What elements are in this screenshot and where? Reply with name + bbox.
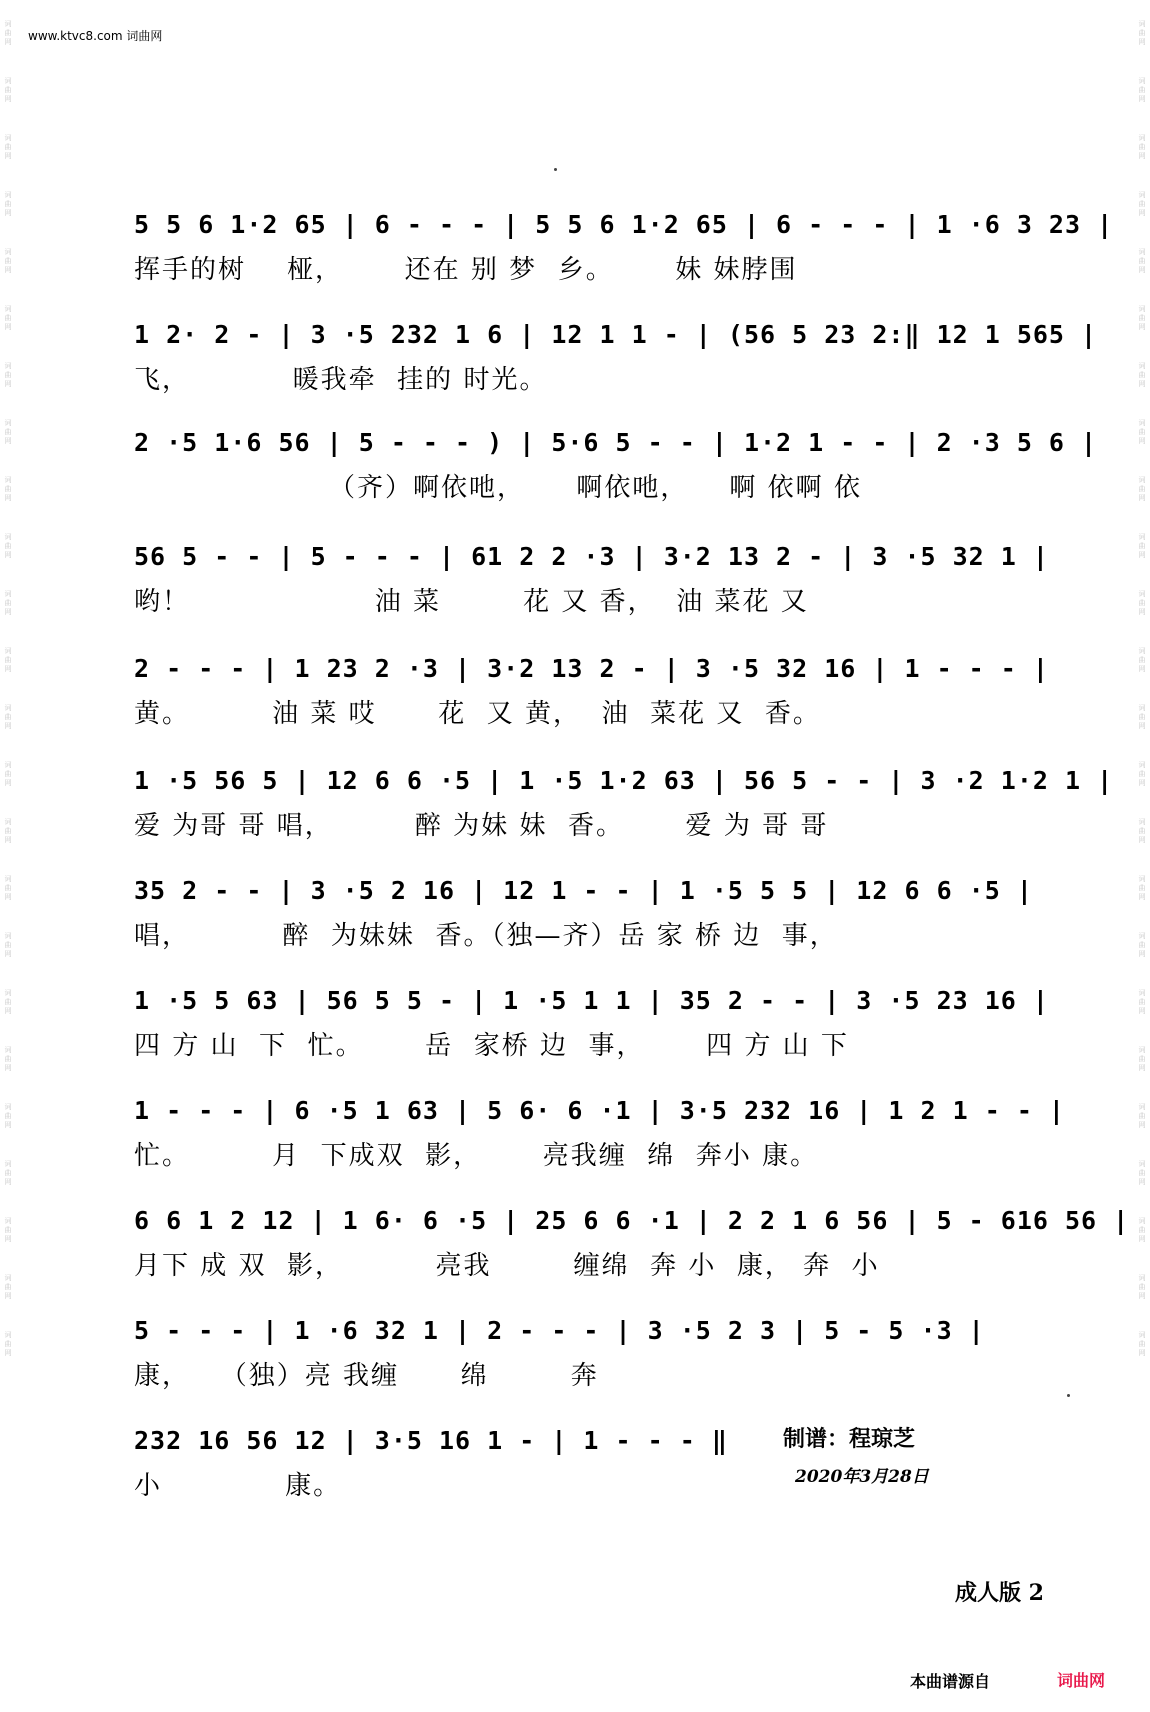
lyrics-line: 康， （独）亮 我缠 绵 奔 — [134, 1361, 599, 1391]
lyrics-line: 忙。 月 下成双 影， 亮我缠 绵 奔小 康。 — [134, 1141, 819, 1171]
lyrics-line: 飞， 暖我牵 挂的 时光。 — [134, 365, 548, 395]
notation-line: 35 2 - - | 3 ·5 2 16 | 12 1 - - | 1 ·5 5 5 | 12 6 6 ·5 | — [134, 876, 1033, 905]
watermark-strip-right: 词曲网 词曲网 词曲网 词曲网 词曲网 词曲网 词曲网 词曲网 词曲网 词曲网 词曲网 词曲网 词曲网 词曲网 词曲网 词曲网 词曲网 词曲网 词曲网 词曲网 词曲网 词曲网 词曲网 词曲网 — [1138, 20, 1146, 1357]
stray-dot — [554, 168, 557, 171]
lyrics-line: 月下 成 双 影， 亮我 缠绵 奔 小 康， 奔 小 — [134, 1251, 880, 1281]
score-system — [134, 981, 1084, 1091]
notation-line: 6 6 1 2 12 | 1 6· 6 ·5 | 25 6 6 ·1 | 2 2 1 6 56 | 5 - 616 56 | — [134, 1206, 1130, 1235]
lyrics-line: 四 方 山 下 忙。 岳 家桥 边 事， 四 方 山 下 — [134, 1031, 849, 1061]
score-system — [134, 1311, 1084, 1421]
arrangement-date: 2020年3月28日 — [795, 1467, 929, 1487]
score-system — [134, 1091, 1084, 1201]
watermark-strip-left: 词曲网 词曲网 词曲网 词曲网 词曲网 词曲网 词曲网 词曲网 词曲网 词曲网 词曲网 词曲网 词曲网 词曲网 词曲网 词曲网 词曲网 词曲网 词曲网 词曲网 词曲网 词曲网 词曲网 词曲网 — [4, 20, 12, 1357]
lyrics-line: （齐）啊依吔， 啊依吔， 啊 依啊 依 — [134, 473, 862, 503]
notation-line: 2 ·5 1·6 56 | 5 - - - ) | 5·6 5 - - | 1·2 1 - - | 2 ·3 5 6 | — [134, 428, 1098, 457]
lyrics-line: 挥手的树 桠， 还在 别 梦 乡。 妹 妹脖围 — [134, 255, 798, 285]
score-system — [134, 205, 1114, 315]
footer-brand-link[interactable]: 词曲网 — [1057, 1671, 1106, 1690]
notation-line: 5 5 6 1·2 65 | 6 - - - | 5 5 6 1·2 65 | 6 - - - | 1 ·6 3 23 | — [134, 210, 1114, 239]
notation-line: 1 ·5 5 63 | 56 5 5 - | 1 ·5 1 1 | 35 2 - - | 3 ·5 23 16 | — [134, 986, 1049, 1015]
notation-line: 56 5 - - | 5 - - - | 61 2 2 ·3 | 3·2 13 2 - | 3 ·5 32 1 | — [134, 542, 1049, 571]
arranger-credit: 制谱：程琼芝 — [783, 1426, 916, 1452]
score-system — [134, 537, 1084, 647]
version-label: 成人版 2 — [955, 1580, 1044, 1606]
score-system — [134, 1201, 1130, 1311]
lyrics-line: 小 康。 — [134, 1471, 342, 1501]
notation-line: 5 - - - | 1 ·6 32 1 | 2 - - - | 3 ·5 2 3 | 5 - 5 ·3 | — [134, 1316, 985, 1345]
score-system — [134, 649, 1084, 759]
site-header: www.ktvc8.com 词曲网 — [28, 29, 163, 43]
score-system — [134, 1421, 754, 1531]
notation-line: 1 - - - | 6 ·5 1 63 | 5 6· 6 ·1 | 3·5 232 16 | 1 2 1 - - | — [134, 1096, 1065, 1125]
score-system — [134, 315, 1098, 425]
notation-line: 232 16 56 12 | 3·5 16 1 - | 1 - - - ‖ — [134, 1426, 728, 1455]
lyrics-line: 唱， 醉 为妹妹 香。（独—齐）岳 家 桥 边 事， — [134, 921, 838, 951]
score-system — [134, 871, 1084, 981]
notation-line: 1 ·5 56 5 | 12 6 6 ·5 | 1 ·5 1·2 63 | 56 5 - - | 3 ·2 1·2 1 | — [134, 766, 1114, 795]
lyrics-line: 哟！ 油 菜 花 又 香， 油 菜花 又 — [134, 587, 809, 617]
footer-source: 本曲谱源自 — [910, 1672, 991, 1691]
score-system — [134, 423, 1098, 533]
lyrics-line: 爱 为哥 哥 唱， 醉 为妹 妹 香。 爱 为 哥 哥 — [134, 811, 829, 841]
lyrics-line: 黄。 油 菜 哎 花 又 黄， 油 菜花 又 香。 — [134, 699, 821, 729]
score-system — [134, 761, 1114, 871]
notation-line: 1 2· 2 - | 3 ·5 232 1 6 | 12 1 1 - | (56 5 23 2:‖ 12 1 565 | — [134, 320, 1098, 349]
notation-line: 2 - - - | 1 23 2 ·3 | 3·2 13 2 - | 3 ·5 32 16 | 1 - - - | — [134, 654, 1049, 683]
